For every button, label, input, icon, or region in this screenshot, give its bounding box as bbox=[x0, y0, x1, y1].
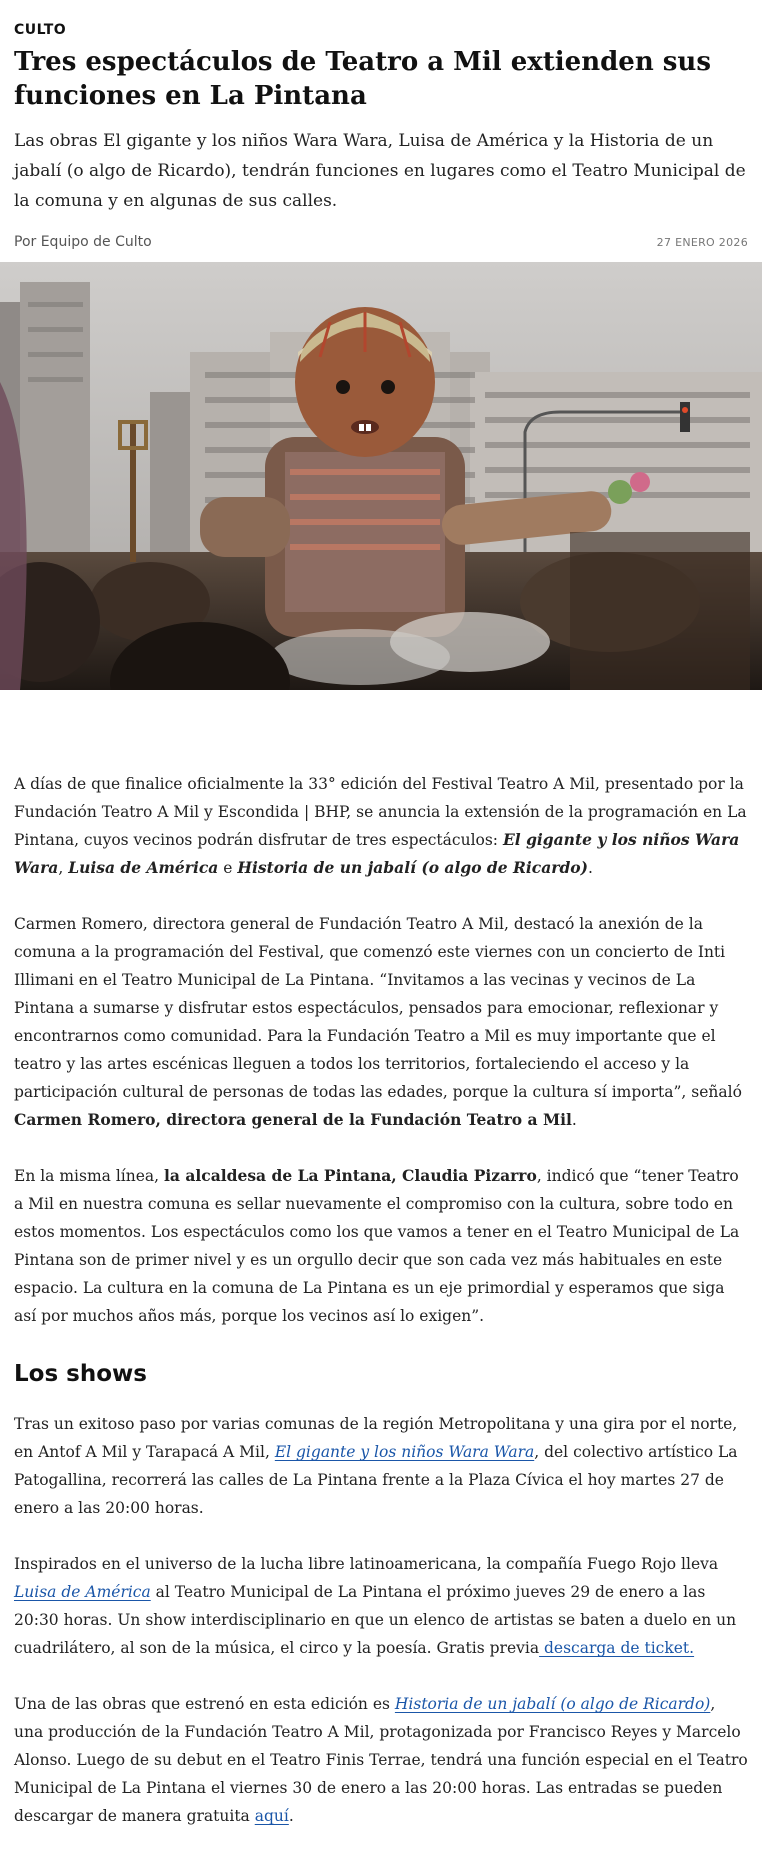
paragraph-1: A días de que finalice oficialmente la 33° edición del Festival Teatro A Mil, presentado por la Fundación Teatro A Mil y Escondida | BHP, se anuncia la extensión de la programación en La Pintana, cuyos vecinos podrán disfrutar de tres espectáculos: El gigante y los niños Wara Wara, Luisa de América e Historia de un jabalí (o algo de Ricardo). bbox=[14, 775, 747, 877]
paragraph-2: Carmen Romero, directora general de Fundación Teatro A Mil, destacó la anexión de la comuna a la programación del Festival, que comenzó este viernes con un concierto de Inti Illimani en el Teatro Municipal de La Pintana. “Invitamos a las vecinas y vecinos de La Pintana a sumarse y disfrutar estos espectáculos, pensados para emocionar, reflexionar y encontrarnos como comunidad. Para la Fundación Teatro a Mil es muy importante que el teatro y las artes escénicas lleguen a todos los territorios, fortaleciendo el acceso y la participación cultural de personas de todas las edades, porque la cultura sí importa”, señaló Carmen Romero, directora general de la Fundación Teatro a Mil. bbox=[14, 915, 742, 1129]
paragraph-4: Tras un exitoso paso por varias comunas de la región Metropolitana y una gira por el norte, en Antof A Mil y Tarapacá A Mil, El gigante y los niños Wara Wara, del colectivo artístico La Patogallina, recorrerá las calles de La Pintana frente a la Plaza Cívica el hoy martes 27 de enero a las 20:00 horas. bbox=[14, 1415, 738, 1517]
link-luisa-de-america[interactable]: Luisa de América bbox=[14, 1583, 151, 1601]
link-aqui[interactable]: aquí bbox=[254, 1807, 289, 1825]
paragraph-6: Una de las obras que estrenó en esta edición es Historia de un jabalí (o algo de Ricardo), una producción de la Fundación Teatro A Mil, protagonizada por Francisco Reyes y Marcelo Alonso. Luego de su debut en el Teatro Finis Terrae, tendrá una función especial en el Teatro Municipal de La Pintana el viernes 30 de enero a las 20:00 horas. Las entradas se pueden descargar de manera gratuita aquí. bbox=[14, 1695, 748, 1825]
paragraph-5: Inspirados en el universo de la lucha libre latinoamericana, la compañía Fuego Rojo lleva Luisa de América al Teatro Municipal de La Pintana el próximo jueves 29 de enero a las 20:30 horas. Un show interdisciplinario en que un elenco de artistas se baten a duelo en un cuadrilátero, al son de la música, el circo y la poesía. Gratis previa descarga de ticket. bbox=[14, 1555, 737, 1657]
byline[interactable]: Por Equipo de Culto bbox=[14, 234, 152, 250]
section-label[interactable]: CULTO bbox=[14, 22, 67, 38]
hero-photo bbox=[0, 262, 762, 690]
link-historia-jabali[interactable]: Historia de un jabalí (o algo de Ricardo) bbox=[394, 1695, 711, 1713]
publish-date: 27 ENERO 2026 bbox=[656, 236, 748, 249]
article-body bbox=[14, 770, 748, 1858]
link-descarga-ticket[interactable]: descarga de ticket. bbox=[539, 1639, 695, 1657]
shows-heading: Los shows bbox=[14, 1361, 147, 1387]
paragraph-3: En la misma línea, la alcaldesa de La Pintana, Claudia Pizarro, indicó que “tener Teatro a Mil en nuestra comuna es sellar nuevamente el compromiso con la cultura, sobre todo en estos momentos. Los espectáculos como los que vamos a tener en el Teatro Municipal de La Pintana son de primer nivel y es un orgullo decir que son cada vez más habituales en este espacio. La cultura en la comuna de La Pintana es un eje primordial y esperamos que siga así por muchos años más, porque los vecinos así lo exigen”. bbox=[14, 1166, 740, 1325]
article-deck: Las obras El gigante y los niños Wara Wara, Luisa de América y la Historia de un jabalí (o algo de Ricardo), tendrán funciones en lugares como el Teatro Municipal de la comuna y en algunas de sus calles. bbox=[14, 131, 746, 211]
link-el-gigante[interactable]: El gigante y los niños Wara Wara bbox=[274, 1443, 535, 1461]
article-headline: Tres espectáculos de Teatro a Mil extienden sus funciones en La Pintana bbox=[14, 47, 711, 111]
